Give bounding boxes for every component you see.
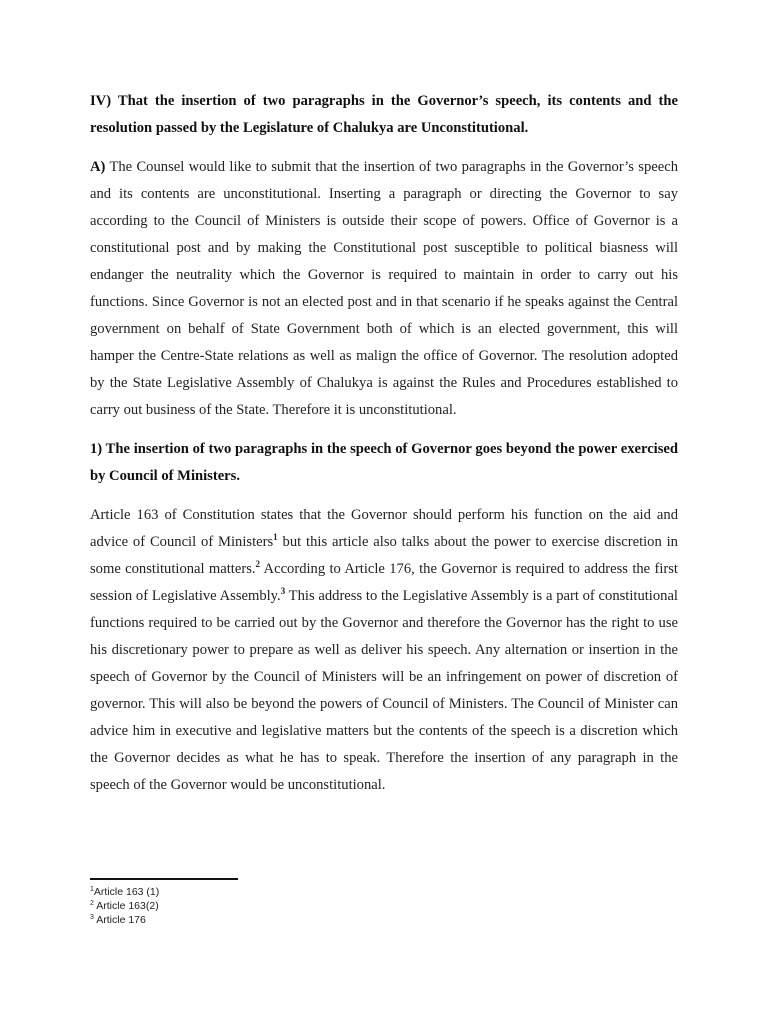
- paragraph-1-part-2: but this article also talks about the power to exercise discretion in some constitutional matters.: [90, 534, 678, 577]
- paragraph-a-text: The Counsel would like to submit that the insertion of two paragraphs in the Governor’s speech and its contents are unconstitutional. Inserting a paragraph or directing the Governor to say according to the Council of Ministers is outside their scope of powers. Office of Governor is a constitutional post and by making the Constitutional post susceptible to political biasness will endanger the neutrality which the Governor is required to maintain in order to carry out his functions. Since Governor is not an elected post and in that scenario if he speaks against the Central government on behalf of State Government both of which is an elected government, this will hamper the Centre-State relations as well as malign the office of Governor. The resolution adopted by the State Legislative Assembly of Chalukya is against the Rules and Procedures established to carry out business of the State. Therefore it is unconstitutional.: [90, 159, 678, 418]
- paragraph-1-part-4: This address to the Legislative Assembly is a part of constitutional functions required to be carried out by the Governor and therefore the Governor has the right to use his discretionary power to prepare as well as deliver his speech. Any alternation or insertion in the speech of Governor by the Council of Ministers will be an infringement on power of discretion of governor. This will also be beyond the powers of Council of Ministers. The Council of Minister can advice him in executive and legislative matters but the contents of the speech is a discretion which the Governor decides as what he has to speak. Therefore the insertion of any paragraph in the speech of the Governor would be unconstitutional.: [90, 588, 678, 793]
- footnote-number: 3: [90, 914, 94, 921]
- footnote-separator: [90, 878, 238, 880]
- footnote-text: Article 176: [93, 914, 146, 926]
- paragraph-a: [90, 154, 678, 424]
- paragraph-1-part-3: According to Article 176, the Governor is required to address the first session of Legislative Assembly.: [90, 561, 678, 604]
- section-heading: IV) That the insertion of two paragraphs in the Governor’s speech, its contents and the resolution passed by the Legislature of Chalukya are Unconstitutional.: [90, 93, 678, 136]
- paragraph-1-part-1: Article 163 of Constitution states that the Governor should perform his function on the aid and advice of Council of Ministers: [90, 507, 678, 550]
- footnote-text: Article 163 (1): [93, 886, 160, 898]
- footnote-item: [90, 885, 390, 899]
- footnote-number: 1: [90, 886, 94, 893]
- document-body: [90, 88, 678, 811]
- footnote-ref-1[interactable]: 1: [273, 532, 278, 542]
- paragraph-a-label: A): [90, 159, 106, 175]
- footnote-text: Article 163(2): [93, 900, 159, 912]
- footnote-ref-3[interactable]: 3: [280, 586, 286, 596]
- footnote-number: 2: [90, 900, 94, 907]
- subheading-1: 1) The insertion of two paragraphs in the speech of Governor goes beyond the power exercised by Council of Ministers.: [90, 441, 678, 484]
- footnote-ref-2[interactable]: 2: [255, 559, 261, 569]
- footnote-item: [90, 913, 390, 927]
- paragraph-1: [90, 502, 678, 799]
- footnote-item: [90, 899, 390, 913]
- footnotes: [90, 878, 390, 927]
